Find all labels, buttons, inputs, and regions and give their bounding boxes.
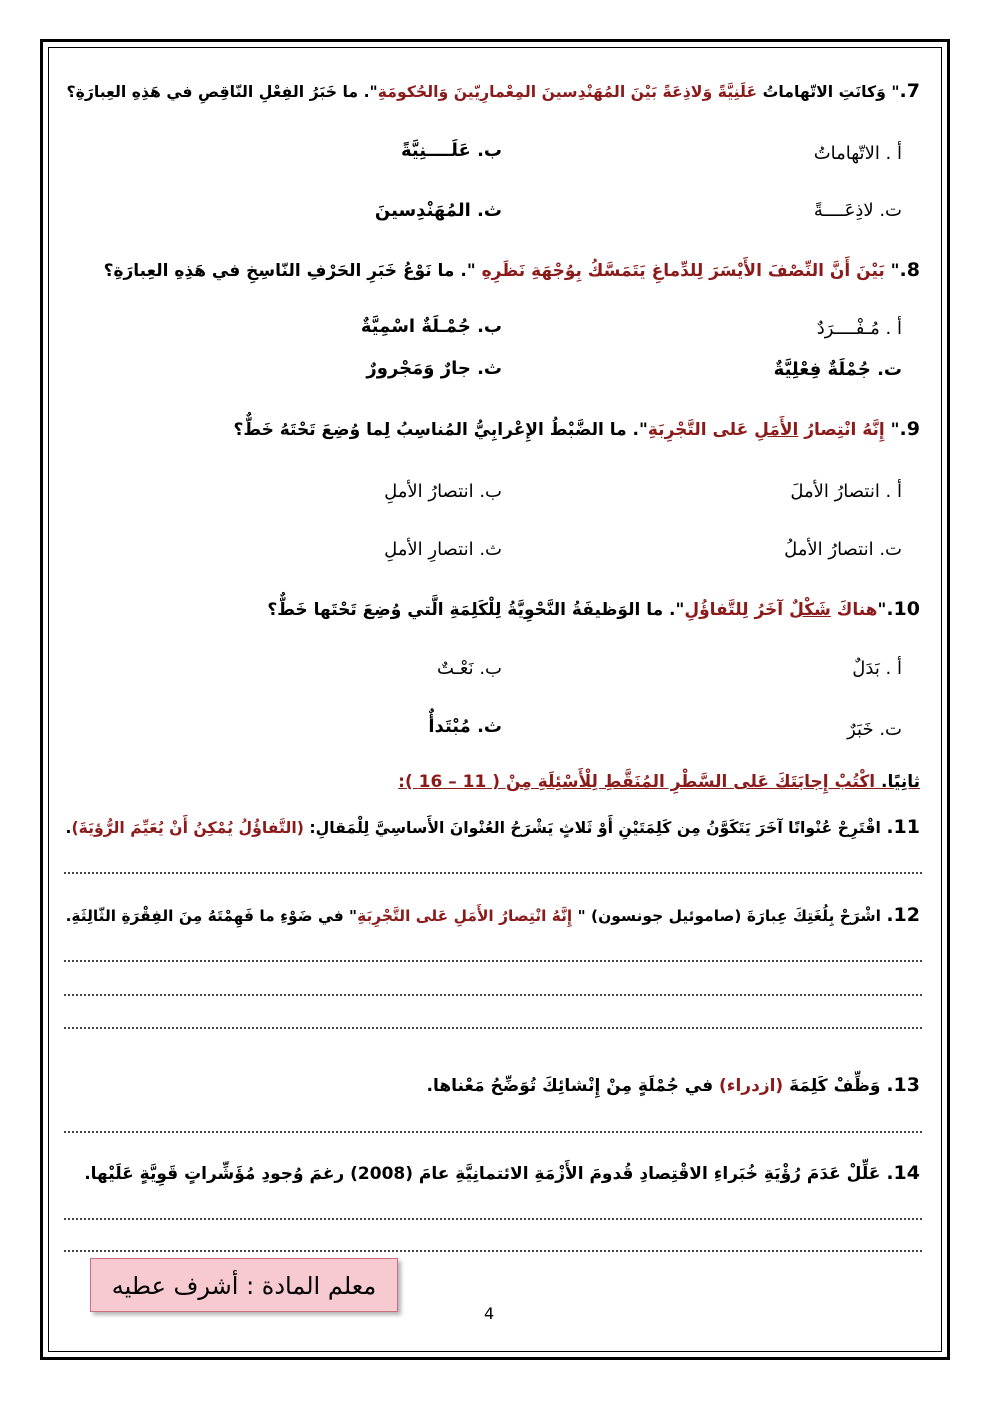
q9-option-b[interactable]: ب. انتصارُ الأملِ xyxy=(384,481,502,502)
q8-option-b[interactable]: ب. جُمْـلَةٌ اسْمِيَّةٌ xyxy=(360,316,502,337)
q7-option-a[interactable]: أ . الاتّهاماتُ xyxy=(813,143,902,164)
answer-line[interactable] xyxy=(64,960,922,962)
teacher-name-box: معلم المادة : أشرف عطيه xyxy=(90,1258,398,1312)
answer-line[interactable] xyxy=(64,1131,922,1133)
q10-option-d[interactable]: ث. مُبْتَدأٌ xyxy=(428,716,502,737)
answer-line[interactable] xyxy=(64,872,922,874)
section-2-heading: ثانِيًا. اكْتُبْ إِجابَتَكَ عَلى السَّطْرِ المُنَقَّطِ لِلْأَسْئِلَةِ مِنْ ( 11 – 16 ): xyxy=(398,772,920,792)
q7-option-d[interactable]: ث. المُهَنْدِسينَ xyxy=(374,200,502,221)
q10-option-a[interactable]: أ . بَدَلٌ xyxy=(852,658,902,679)
q7-option-c[interactable]: ت. لاذِعَــــةً xyxy=(813,200,902,221)
answer-line[interactable] xyxy=(64,1218,922,1220)
q8-option-c[interactable]: ت. جُمْلَةٌ فِعْلِيَّةٌ xyxy=(773,359,902,380)
q8-option-a[interactable]: أ . مُـفْــــرَدٌ xyxy=(816,318,902,339)
question-12: 12. اشْرَحْ بِلُغَتِكَ عِبارَةَ (صاموئيل جونسون) " إِنَّهُ انْتِصارُ الأَمَلِ عَلى التَّجْرِبَةِ" في ضَوْءِ ما فَهِمْتَهُ مِنَ الفِقْرَةِ الثّالِثَةِ. xyxy=(65,904,920,926)
question-13: 13. وَظِّفْ كَلِمَةَ (ازدراء) في جُمْلَةٍ مِنْ إِنْشائِكَ تُوَضِّحُ مَعْناها. xyxy=(426,1074,920,1096)
question-11: 11. اقْتَرِحْ عُنْوانًا آخَرَ يَتَكَوَّنُ مِن كَلِمَتَيْنِ أَوْ ثَلاثٍ يَشْرَحُ العُنْوانَ الأَساسِيَّ لِلْمَقالِ: (التَّفاؤُلُ يُمْكِنُ أَنْ يُعَيِّمَ الرُّؤيَةَ). xyxy=(65,816,920,838)
q10-option-c[interactable]: ت. خَبَرٌ xyxy=(847,719,902,740)
q7-option-b[interactable]: ب. عَلَــــنِيَّةً xyxy=(400,140,502,161)
question-9: 9." إِنَّهُ انْتِصارُ الأَمَلِ عَلى التَّجْرِبَةِ". ما الضَّبْطُ الإِعْرابِيُّ المُناسِبُ لِما وُضِعَ تَحْتَهُ خَطٌّ؟ xyxy=(233,418,920,440)
question-14: 14. عَلِّلْ عَدَمَ رُؤْيَةِ خُبَراءِ الاقْتِصادِ قُدومَ الأَزْمَةِ الائتمانِيَّةِ عامَ (2008) رغمَ وُجودِ مُؤَشِّراتٍ قَوِيَّةٍ عَلَيْها. xyxy=(84,1162,920,1184)
question-8: 8." بَيْنَ أَنَّ النِّصْفَ الأَيْسَرَ لِلدِّماغِ يَتَمَسَّكُ بِوُجْهَةِ نَظَرِهِ ". ما نَوْعُ خَبَرِ الحَرْفِ النّاسِخِ في هَذِهِ العِبارَةِ؟ xyxy=(103,259,920,281)
answer-line[interactable] xyxy=(64,1027,922,1029)
q8-option-d[interactable]: ث. جارٌ وَمَجْرورٌ xyxy=(366,358,502,379)
question-7: 7." وَكانَتِ الاتّهاماتُ عَلَنِيَّةً وَلاذِعَةً بَيْنَ المُهَنْدِسينَ المِعْمارِيّينَ وَالحُكومَةِ". ما خَبَرُ الفِعْلِ النّاقِصِ في هَذِهِ العِبارَةِ؟ xyxy=(66,80,920,102)
q9-option-d[interactable]: ث. انتصارِ الأملِ xyxy=(384,539,502,560)
page-border-inner xyxy=(48,47,942,1352)
answer-line[interactable] xyxy=(64,1250,922,1252)
q9-option-a[interactable]: أ . انتصارُ الأملَ xyxy=(790,481,902,502)
answer-line[interactable] xyxy=(64,994,922,996)
page-number: 4 xyxy=(484,1304,495,1323)
q9-option-c[interactable]: ت. انتصارُ الأملُ xyxy=(784,539,902,560)
q10-option-b[interactable]: ب. نَعْـتٌ xyxy=(436,658,502,679)
question-10: 10."هناكَ شَكْلٌ آخَرُ لِلتَّفاؤُلِ". ما الوَظيفَةُ النَّحْوِيَّةُ لِلْكَلِمَةِ الَّتي وُضِعَ تَحْتَها خَطٌّ؟ xyxy=(267,598,920,620)
